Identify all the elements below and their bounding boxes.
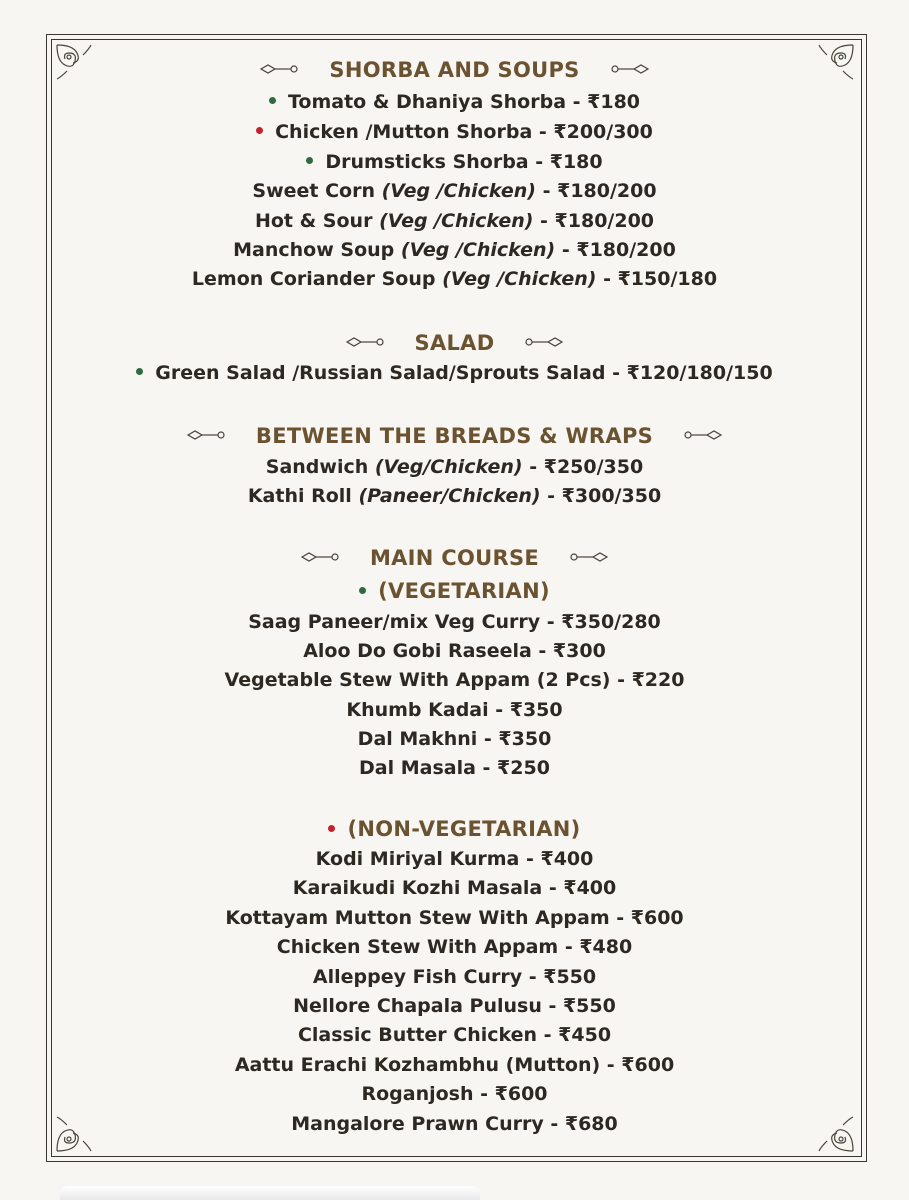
- item-price: - ₹150/180: [596, 268, 718, 290]
- item-variant: (Veg/Chicken): [374, 456, 523, 478]
- subheading-text: (NON-VEGETARIAN): [347, 817, 581, 841]
- menu-item: [0, 640, 909, 662]
- section-title: SALAD: [414, 331, 495, 355]
- menu-item: [0, 362, 909, 384]
- menu-item: [0, 699, 909, 721]
- item-text: Dal Masala - ₹250: [359, 757, 550, 779]
- menu-item: [0, 485, 909, 507]
- menu-item: [0, 966, 909, 988]
- subheading-text: (VEGETARIAN): [378, 579, 550, 603]
- menu-item: [0, 1024, 909, 1046]
- menu-item: [0, 91, 909, 113]
- item-price: - ₹180/200: [535, 180, 657, 202]
- item-text: Aloo Do Gobi Raseela - ₹300: [303, 640, 606, 662]
- section-heading-main: [0, 546, 909, 570]
- menu-item: [0, 180, 909, 202]
- item-name: Lemon Coriander Soup: [191, 268, 443, 290]
- item-variant: (Veg /Chicken): [442, 268, 597, 290]
- item-text: Aattu Erachi Kozhambhu (Mutton) - ₹600: [234, 1054, 675, 1076]
- menu-item: [0, 456, 909, 478]
- menu-item: [0, 611, 909, 633]
- item-text: Dal Makhni - ₹350: [357, 728, 552, 750]
- heading-ornament-left-icon: [300, 551, 340, 563]
- nonveg-indicator-icon: [328, 825, 335, 832]
- menu-item: [0, 848, 909, 870]
- heading-ornament-right-icon: [610, 63, 650, 75]
- menu-item: [0, 877, 909, 899]
- heading-ornament-left-icon: [259, 63, 299, 75]
- subheading-non-vegetarian: [0, 817, 909, 841]
- menu-item: [0, 728, 909, 750]
- section-heading-salad: [0, 331, 909, 355]
- menu-item: [0, 907, 909, 929]
- nonveg-indicator-icon: [256, 127, 263, 134]
- section-heading-soups: [0, 58, 909, 82]
- menu-item: [0, 121, 909, 143]
- veg-indicator-icon: [136, 368, 143, 375]
- item-variant: (Paneer/Chicken): [358, 485, 541, 507]
- veg-indicator-icon: [359, 587, 366, 594]
- menu-item: [0, 995, 909, 1017]
- item-text: Chicken Stew With Appam - ₹480: [276, 936, 633, 958]
- menu-item: [0, 936, 909, 958]
- item-text: Karaikudi Kozhi Masala - ₹400: [292, 877, 617, 899]
- heading-ornament-right-icon: [569, 551, 609, 563]
- item-text: Vegetable Stew With Appam (2 Pcs) - ₹220: [224, 669, 685, 691]
- menu-item: [0, 151, 909, 173]
- item-variant: (Veg /Chicken): [400, 239, 556, 261]
- item-price: - ₹300/350: [540, 485, 662, 507]
- item-price: - ₹180/200: [555, 239, 676, 261]
- veg-indicator-icon: [306, 157, 313, 164]
- item-text: Tomato & Dhaniya Shorba - ₹180: [287, 91, 641, 113]
- heading-ornament-left-icon: [186, 429, 226, 441]
- menu-item: [0, 757, 909, 779]
- menu-item: [0, 669, 909, 691]
- item-variant: (Veg /Chicken): [379, 210, 534, 232]
- menu-item: [0, 210, 909, 232]
- menu-item: [0, 1083, 909, 1105]
- item-text: Alleppey Fish Curry - ₹550: [312, 966, 597, 988]
- item-text: Kottayam Mutton Stew With Appam - ₹600: [225, 907, 684, 929]
- subheading-vegetarian: [0, 579, 909, 603]
- item-text: Classic Butter Chicken - ₹450: [297, 1024, 612, 1046]
- item-name: Kathi Roll: [247, 485, 359, 507]
- section-heading-breads: [0, 424, 909, 448]
- menu-item: [0, 239, 909, 261]
- item-text: Green Salad /Russian Salad/Sprouts Salad - ₹120/180/150: [155, 362, 773, 384]
- heading-ornament-right-icon: [683, 429, 723, 441]
- menu-item: [0, 1113, 909, 1135]
- item-text: Mangalore Prawn Curry - ₹680: [291, 1113, 618, 1135]
- section-title: SHORBA AND SOUPS: [329, 58, 580, 82]
- item-text: Nellore Chapala Pulusu - ₹550: [293, 995, 616, 1017]
- item-name: Sandwich: [265, 456, 375, 478]
- item-price: - ₹180/200: [533, 210, 655, 232]
- heading-ornament-left-icon: [345, 336, 385, 348]
- veg-indicator-icon: [269, 97, 276, 104]
- item-text: Drumsticks Shorba - ₹180: [325, 151, 603, 173]
- page-edge-shadow: [60, 1186, 480, 1200]
- item-name: Hot & Sour: [254, 210, 380, 232]
- item-name: Sweet Corn: [252, 180, 382, 202]
- item-variant: (Veg /Chicken): [381, 180, 536, 202]
- item-price: - ₹250/350: [522, 456, 644, 478]
- menu-item: [0, 268, 909, 290]
- section-title: MAIN COURSE: [369, 546, 540, 570]
- item-text: Roganjosh - ₹600: [361, 1083, 548, 1105]
- item-text: Kodi Miriyal Kurma - ₹400: [315, 848, 594, 870]
- item-name: Manchow Soup: [233, 239, 401, 261]
- section-title: BETWEEN THE BREADS & WRAPS: [255, 424, 654, 448]
- menu-item: [0, 1054, 909, 1076]
- item-text: Khumb Kadai - ₹350: [346, 699, 563, 721]
- item-text: Chicken /Mutton Shorba - ₹200/300: [275, 121, 653, 143]
- item-text: Saag Paneer/mix Veg Curry - ₹350/280: [248, 611, 661, 633]
- heading-ornament-right-icon: [524, 336, 564, 348]
